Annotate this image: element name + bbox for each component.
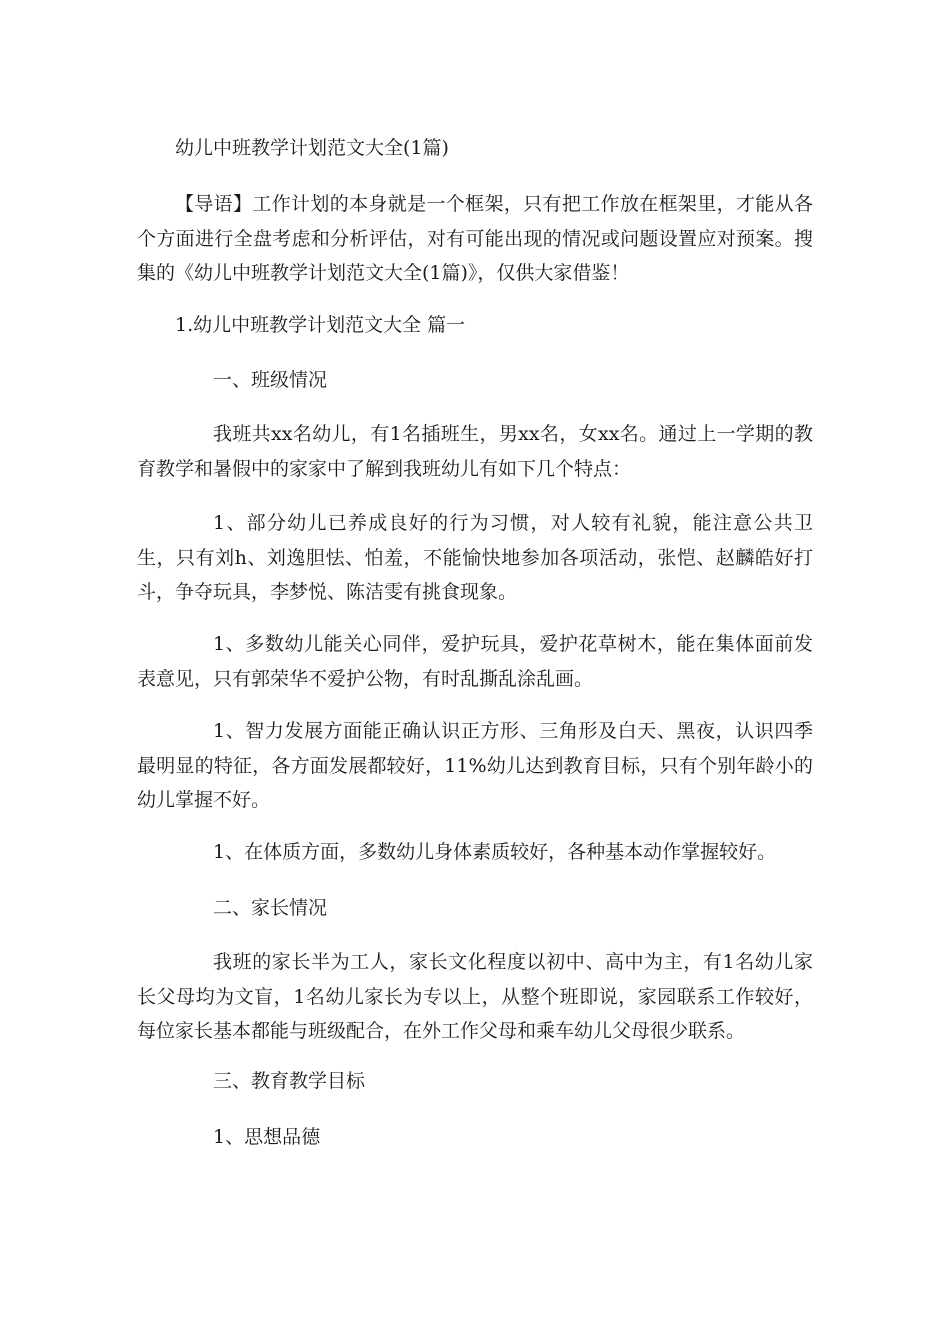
intro-paragraph: 【导语】工作计划的本身就是一个框架，只有把工作放在框架里，才能从各个方面进行全盘考虑和分析评估，对有可能出现的情况或问题设置应对预案。搜集的《幼儿中班教学计划范文大全(1篇)》，仅供大家借鉴！	[137, 193, 813, 284]
point-physique: 1、在体质方面，多数幼儿身体素质较好，各种基本动作掌握较好。	[213, 841, 777, 863]
section-heading-goals: 三、教育教学目标	[213, 1070, 366, 1092]
subsection-heading-moral: 1、思想品德	[213, 1126, 321, 1148]
section-heading-parents: 二、家长情况	[213, 897, 328, 919]
section2-paragraph: 我班的家长半为工人，家长文化程度以初中、高中为主，有1名幼儿家长父母均为文盲，1名幼儿家长为专以上，从整个班即说，家园联系工作较好，每位家长基本都能与班级配合，在外工作父母和乘车幼儿父母很少联系。	[137, 951, 813, 1042]
point-intelligence: 1、智力发展方面能正确认识正方形、三角形及白天、黑夜，认识四季最明显的特征，各方面发展都较好，11%幼儿达到教育目标，只有个别年龄小的幼儿掌握不好。	[137, 720, 813, 811]
section1-paragraph: 我班共xx名幼儿，有1名插班生，男xx名，女xx名。通过上一学期的教育教学和暑假中的家家中了解到我班幼儿有如下几个特点：	[137, 423, 813, 480]
article-heading: 1.幼儿中班教学计划范文大全 篇一	[175, 314, 466, 336]
document-title: 幼儿中班教学计划范文大全(1篇)	[175, 137, 449, 159]
point-social: 1、多数幼儿能关心同伴，爱护玩具，爱护花草树木，能在集体面前发表意见，只有郭荣华不爱护公物，有时乱撕乱涂乱画。	[137, 633, 813, 690]
section-heading-class-situation: 一、班级情况	[213, 369, 328, 391]
point-behavior: 1、部分幼儿已养成良好的行为习惯，对人较有礼貌，能注意公共卫生，只有刘h、刘逸胆怯、怕羞，不能愉快地参加各项活动，张恺、赵麟皓好打斗，争夺玩具，李梦悦、陈洁雯有挑食现象。	[137, 512, 813, 603]
